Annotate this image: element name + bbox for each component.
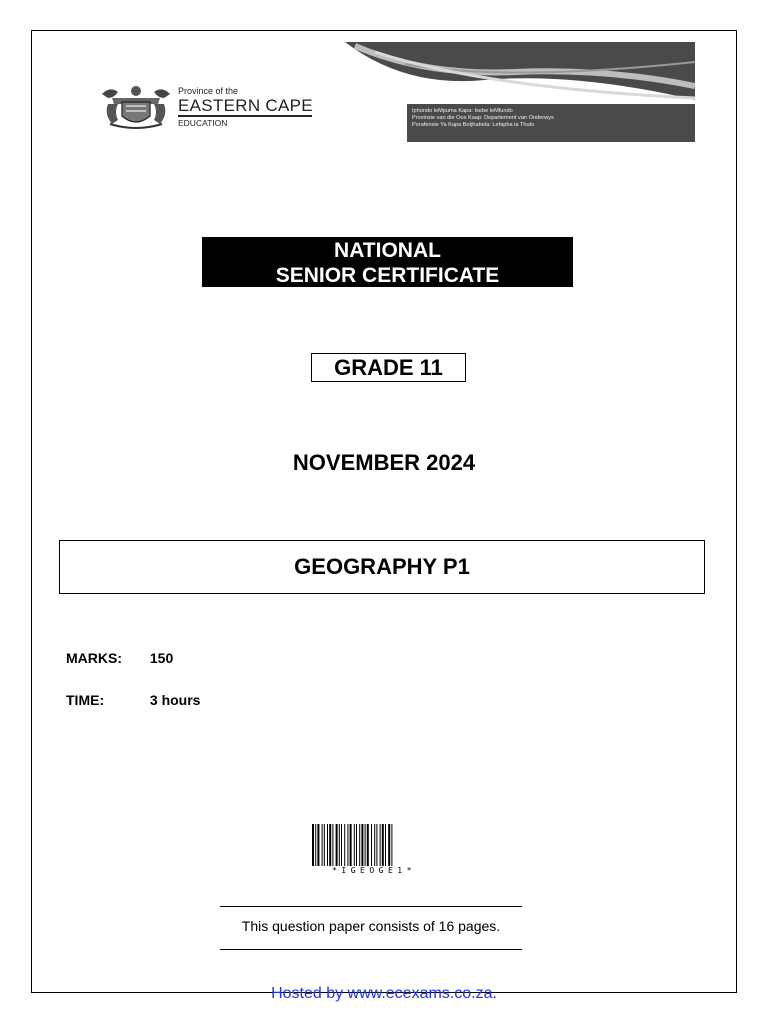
coat-of-arms-icon	[100, 84, 172, 130]
hosted-by-link[interactable]: Hosted by www.ecexams.co.za.	[271, 985, 497, 1002]
nsc-title-box	[202, 237, 573, 287]
divider	[220, 906, 522, 907]
exam-date: NOVEMBER 2024	[292, 450, 476, 475]
time-label: TIME:	[66, 692, 105, 708]
barcode-icon	[312, 824, 436, 866]
marks-value: 150	[149, 650, 174, 666]
eastern-cape-logo	[100, 84, 320, 132]
grade-label: GRADE 11	[311, 353, 466, 382]
logo-eastern-cape-text: EASTERN CAPE	[178, 96, 313, 115]
banner-line: Iphondo leMpuma Kapa: Isebe leMfundo	[412, 108, 513, 114]
banner-line: Provinsie van die Oos Kaap: Departement van Onderwys	[412, 115, 554, 121]
barcode-caption: *IGEOGE1*	[332, 866, 416, 875]
title-line-1: NATIONAL	[334, 239, 441, 262]
logo-education-text: EDUCATION	[178, 117, 228, 128]
time-value: 3 hours	[149, 692, 201, 708]
title-line-2: SENIOR CERTIFICATE	[275, 264, 500, 287]
subject-title: GEOGRAPHY P1	[59, 540, 705, 594]
marks-label: MARKS:	[66, 650, 122, 666]
page-count-note: This question paper consists of 16 pages.	[241, 918, 501, 934]
marks-row	[66, 650, 173, 666]
time-row	[66, 692, 200, 708]
banner-line: Porafensie Ya Kapa Botjhabela: Lefapha la Thuto	[412, 122, 535, 128]
logo-divider	[178, 115, 312, 117]
divider	[220, 949, 522, 950]
banner-text	[412, 108, 682, 129]
logo-province-text: Province of the	[178, 86, 239, 96]
